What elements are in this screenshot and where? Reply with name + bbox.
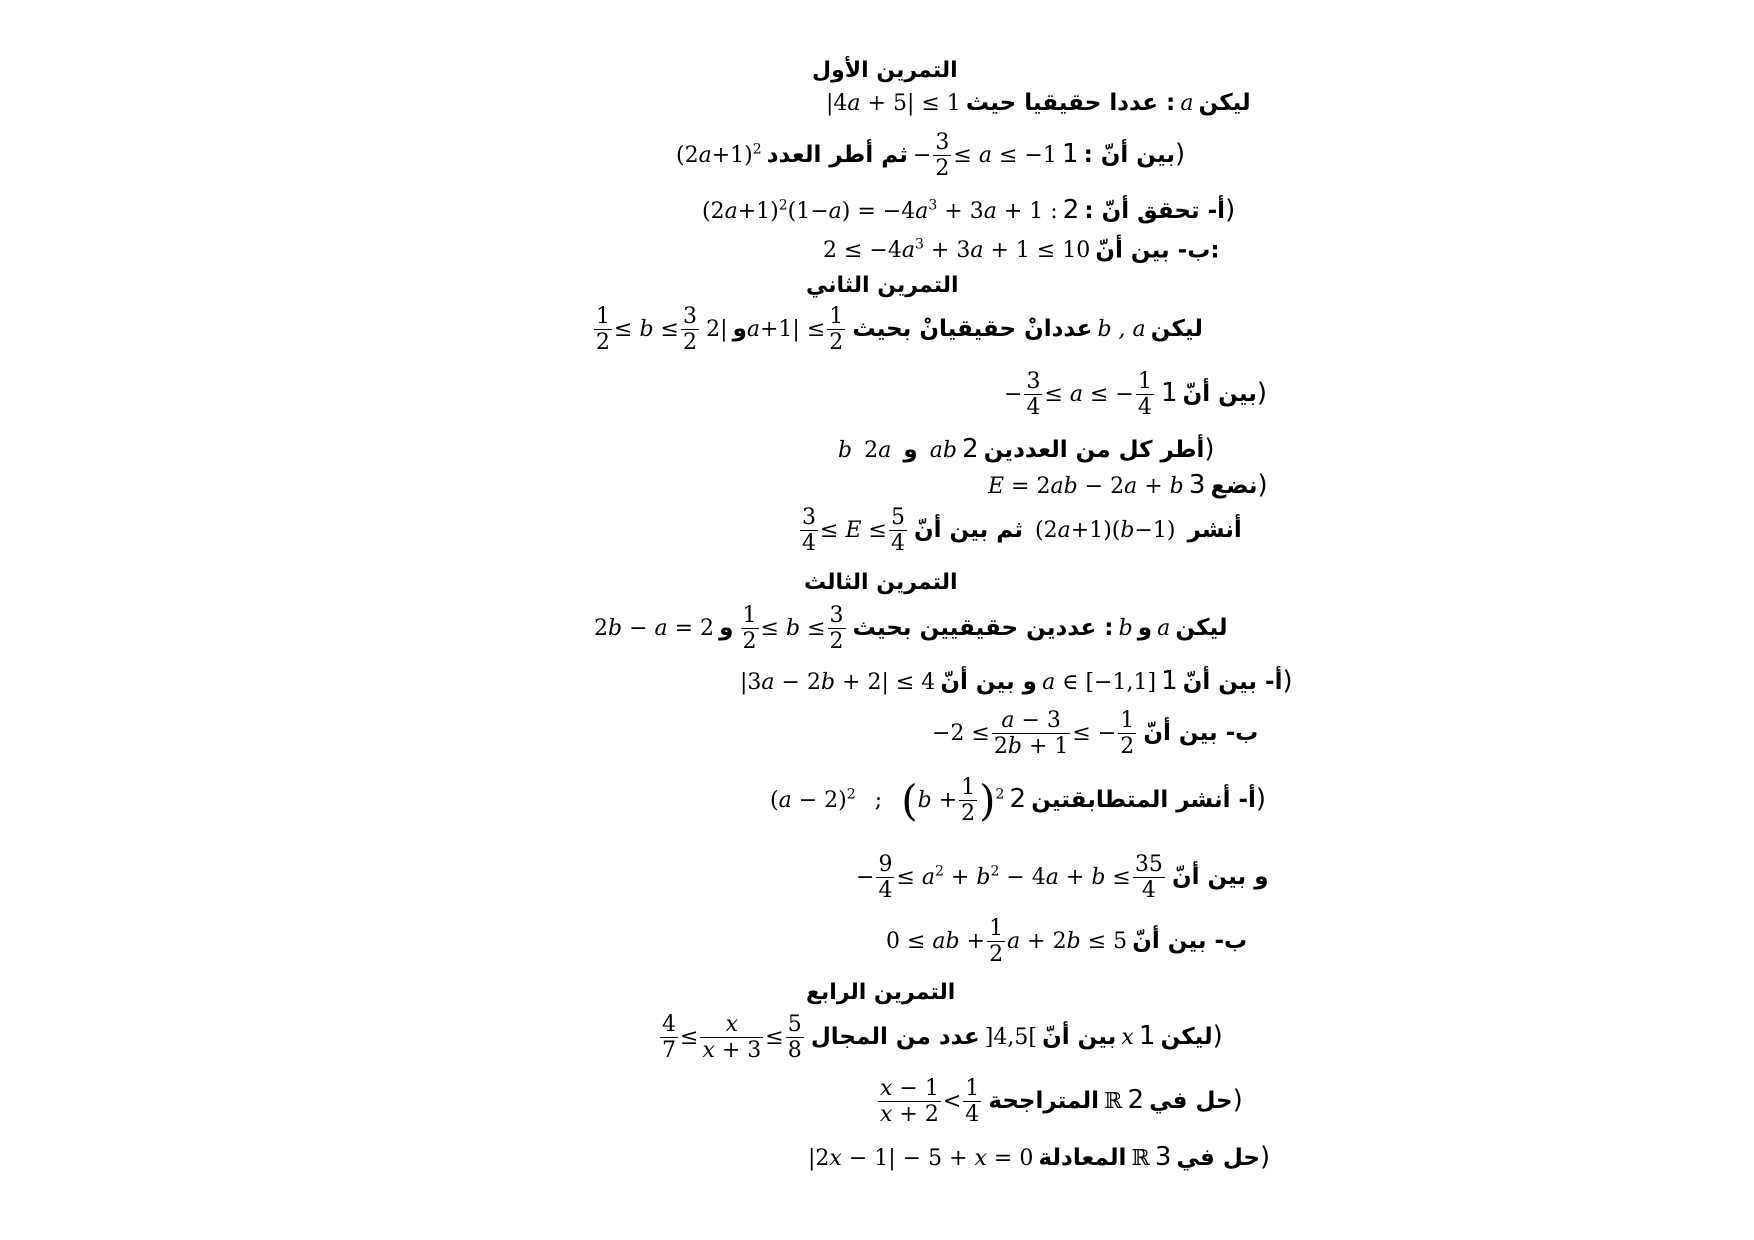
ex2-question-1 bbox=[1004, 369, 1267, 421]
ex2-and: و bbox=[732, 315, 747, 342]
ex3-q1b-ineq: −2 ≤ $\frac{a - 3}{2b + 1}$ ≤ − $\frac{1}{2}$ bbox=[932, 708, 1135, 760]
ex1-q1-number: 1) bbox=[1061, 138, 1186, 169]
ex2-intro bbox=[592, 304, 1203, 356]
ex1-intro-text1: ليكن bbox=[1198, 90, 1251, 116]
ex4-question-2 bbox=[876, 1076, 1243, 1128]
ex3-q2a-expr2: $(a - 2)^2$ bbox=[770, 786, 856, 813]
ex1-q1-ineq: − $\frac{3}{2}$ ≤ a ≤ −1 bbox=[912, 130, 1057, 182]
ex4-q3-text2: المعادلة bbox=[1038, 1145, 1127, 1171]
ex2-q2-2a: 2a bbox=[857, 438, 892, 463]
ex2-vars: b , a bbox=[1097, 316, 1146, 342]
ex4-q3-reals: ℝ bbox=[1131, 1146, 1150, 1171]
ex2-q4-ineq: $\frac{3}{4}$ ≤ E ≤ $\frac{5}{4}$ bbox=[802, 505, 905, 557]
ex4-q3-eq: |2x − 1| − 5 + x = 0 bbox=[808, 1146, 1034, 1171]
ex3-and: و bbox=[719, 614, 734, 641]
ex1-q2a-identity: $(2a+1)^2(1-a) = -4a^3 + 3a + 1$ : bbox=[702, 197, 1058, 224]
ex4-q2-reals: ℝ bbox=[1104, 1088, 1123, 1114]
exercise-3-title: التمرين الثالث bbox=[804, 570, 958, 595]
ex2-q4-expr: (2a+1)(b−1) bbox=[1028, 517, 1183, 543]
ex1-question-1 bbox=[676, 130, 1185, 182]
ex3-q1a-abs: |3a − 2b + 2| ≤ 4 bbox=[740, 670, 936, 695]
ex2-q2-and: و bbox=[903, 437, 918, 463]
ex2-q1-text: بين أنّ bbox=[1182, 380, 1257, 407]
ex4-q1-text1: ليكن bbox=[1160, 1023, 1213, 1050]
ex3-q2b-ineq: 0 ≤ ab + $\frac{1}{2}$ a + 2b ≤ 5 bbox=[886, 916, 1128, 968]
ex1-q2-number: 2) bbox=[1062, 195, 1236, 225]
ex3-q2a-text: أ- أنشر المتطابقتين bbox=[1031, 786, 1256, 813]
ex2-q3-text: نضع bbox=[1210, 473, 1258, 499]
ex2-intro-a-cond: |2 a+1| ≤ $\frac{1}{2}$ bbox=[706, 304, 844, 356]
ex2-q1-ineq: − $\frac{3}{4}$ ≤ a ≤ − $\frac{1}{4}$ bbox=[1004, 369, 1152, 421]
ex3-q1a-text2: و بين أنّ bbox=[940, 669, 1037, 695]
ex4-question-3 bbox=[808, 1144, 1270, 1170]
ex2-q2-text: أطر كل من العددين bbox=[983, 437, 1205, 463]
ex3-q2b-text: ب- بين أنّ bbox=[1132, 927, 1248, 954]
ex3-intro-eq: 2b − a = 2 bbox=[594, 615, 715, 641]
ex3-question-2a-cont bbox=[856, 852, 1269, 904]
ex3-q2a-sep: ; bbox=[860, 787, 897, 813]
ex3-var-b: b bbox=[1118, 615, 1133, 641]
ex3-q1b-text: ب- بين أنّ bbox=[1143, 719, 1259, 746]
ex1-q1-text2: ثم أطر العدد bbox=[766, 141, 908, 168]
exercise-1-title: التمرين الأول bbox=[812, 58, 958, 83]
ex3-intro-b-range: $\frac{1}{2}$ ≤ b ≤ $\frac{3}{2}$ bbox=[742, 603, 844, 655]
ex3-q1-number: 1) bbox=[1161, 666, 1293, 696]
ex3-q2c-ineq: − $\frac{9}{4}$ ≤ $a^2 + b^2 - 4a + b$ ≤ $\frac{35}{4}$ bbox=[856, 852, 1163, 904]
ex3-q2c-text: و بين أنّ bbox=[1171, 863, 1269, 890]
ex1-q1-expr: $(2a+1)^2$ bbox=[676, 141, 762, 168]
ex1-question-2b bbox=[823, 238, 1220, 262]
ex3-question-2a bbox=[770, 775, 1266, 827]
ex1-question-2a bbox=[702, 197, 1235, 223]
ex2-q2-ab: ab bbox=[922, 438, 957, 463]
exercise-2-title: التمرين الثاني bbox=[806, 273, 959, 298]
ex4-var-x: x bbox=[1121, 1024, 1134, 1050]
ex2-q4-text2: ثم بين أنّ bbox=[914, 516, 1023, 543]
ex3-q2a-expr1: (b + $\frac{1}{2}$ )$^2$ bbox=[901, 775, 1005, 827]
ex3-intro bbox=[594, 603, 1227, 655]
ex1-q2b-ineq: $2 \le -4a^3 + 3a + 1 \le 10$ bbox=[823, 237, 1091, 264]
ex2-question-4 bbox=[798, 505, 1242, 557]
ex1-q2b-text: ب- بين أنّ: bbox=[1095, 237, 1220, 264]
ex1-q2a-text: أ- تحقق أنّ : bbox=[1084, 198, 1226, 224]
ex3-intro-text2: و bbox=[1137, 614, 1153, 641]
ex2-intro-text2: عددانْ حقيقيانْ بحيث bbox=[852, 315, 1093, 342]
ex1-q1-text1: بين أنّ : bbox=[1083, 141, 1176, 168]
ex4-q1-number: 1) bbox=[1138, 1020, 1223, 1051]
ex3-question-1a bbox=[740, 668, 1293, 694]
ex2-q4-text1: أنشر bbox=[1187, 516, 1242, 543]
ex4-q2-text2: المتراجحة bbox=[988, 1087, 1099, 1114]
ex4-q2-text1: حل في bbox=[1149, 1087, 1233, 1114]
ex3-q1a-text1: أ- بين أنّ bbox=[1182, 669, 1283, 695]
ex4-q3-number: 3) bbox=[1154, 1142, 1271, 1172]
ex1-var-a: a bbox=[1180, 91, 1194, 116]
ex2-question-2 bbox=[838, 436, 1215, 462]
ex2-q1-number: 1) bbox=[1160, 377, 1267, 408]
ex3-question-2b bbox=[886, 916, 1247, 968]
ex4-q1-ineq: $\frac{4}{7}$ ≤ $\frac{x}{x + 3}$ ≤ $\frac{5}{8}$ bbox=[662, 1012, 802, 1064]
ex2-q3-number: 3) bbox=[1188, 470, 1268, 500]
ex1-intro-text2: عددا حقيقيا حيث : bbox=[965, 90, 1176, 116]
ex4-question-1 bbox=[658, 1012, 1223, 1064]
exercise-4-title: التمرين الرابع bbox=[806, 980, 956, 1005]
ex2-q2-number: 2) bbox=[962, 434, 1215, 464]
ex3-question-1b bbox=[932, 708, 1258, 760]
ex4-q1-interval: ]4,5[ bbox=[984, 1024, 1037, 1050]
ex4-q1-text3: بين أنّ bbox=[1042, 1023, 1117, 1050]
ex2-intro-b-range: $\frac{1}{2}$ ≤ b ≤ $\frac{3}{2}$ bbox=[596, 304, 697, 356]
ex4-q2-ineq: $\frac{x - 1}{x + 2}$ < $\frac{1}{4}$ bbox=[880, 1076, 980, 1128]
ex3-intro-text3: عددين حقيقيين بحيث : bbox=[852, 614, 1114, 641]
ex2-q2-b: b bbox=[838, 438, 853, 463]
ex4-q3-text1: حل في bbox=[1176, 1145, 1260, 1171]
ex2-question-3 bbox=[988, 472, 1268, 498]
ex3-intro-text1: ليكن bbox=[1175, 614, 1228, 641]
ex3-q1a-interval: a ∈ [−1,1] bbox=[1042, 670, 1157, 695]
ex2-q3-def: E = 2ab − 2a + b bbox=[988, 474, 1184, 499]
ex4-q1-text2: عدد من المجال bbox=[810, 1023, 980, 1050]
ex4-q2-number: 2) bbox=[1127, 1084, 1243, 1115]
ex3-q2-number: 2) bbox=[1009, 783, 1267, 814]
ex3-var-a: a bbox=[1157, 615, 1171, 641]
ex1-intro bbox=[826, 92, 1251, 115]
ex2-intro-text1: ليكن bbox=[1150, 315, 1203, 342]
ex1-intro-math: |4a + 5| ≤ 1 bbox=[826, 91, 961, 116]
